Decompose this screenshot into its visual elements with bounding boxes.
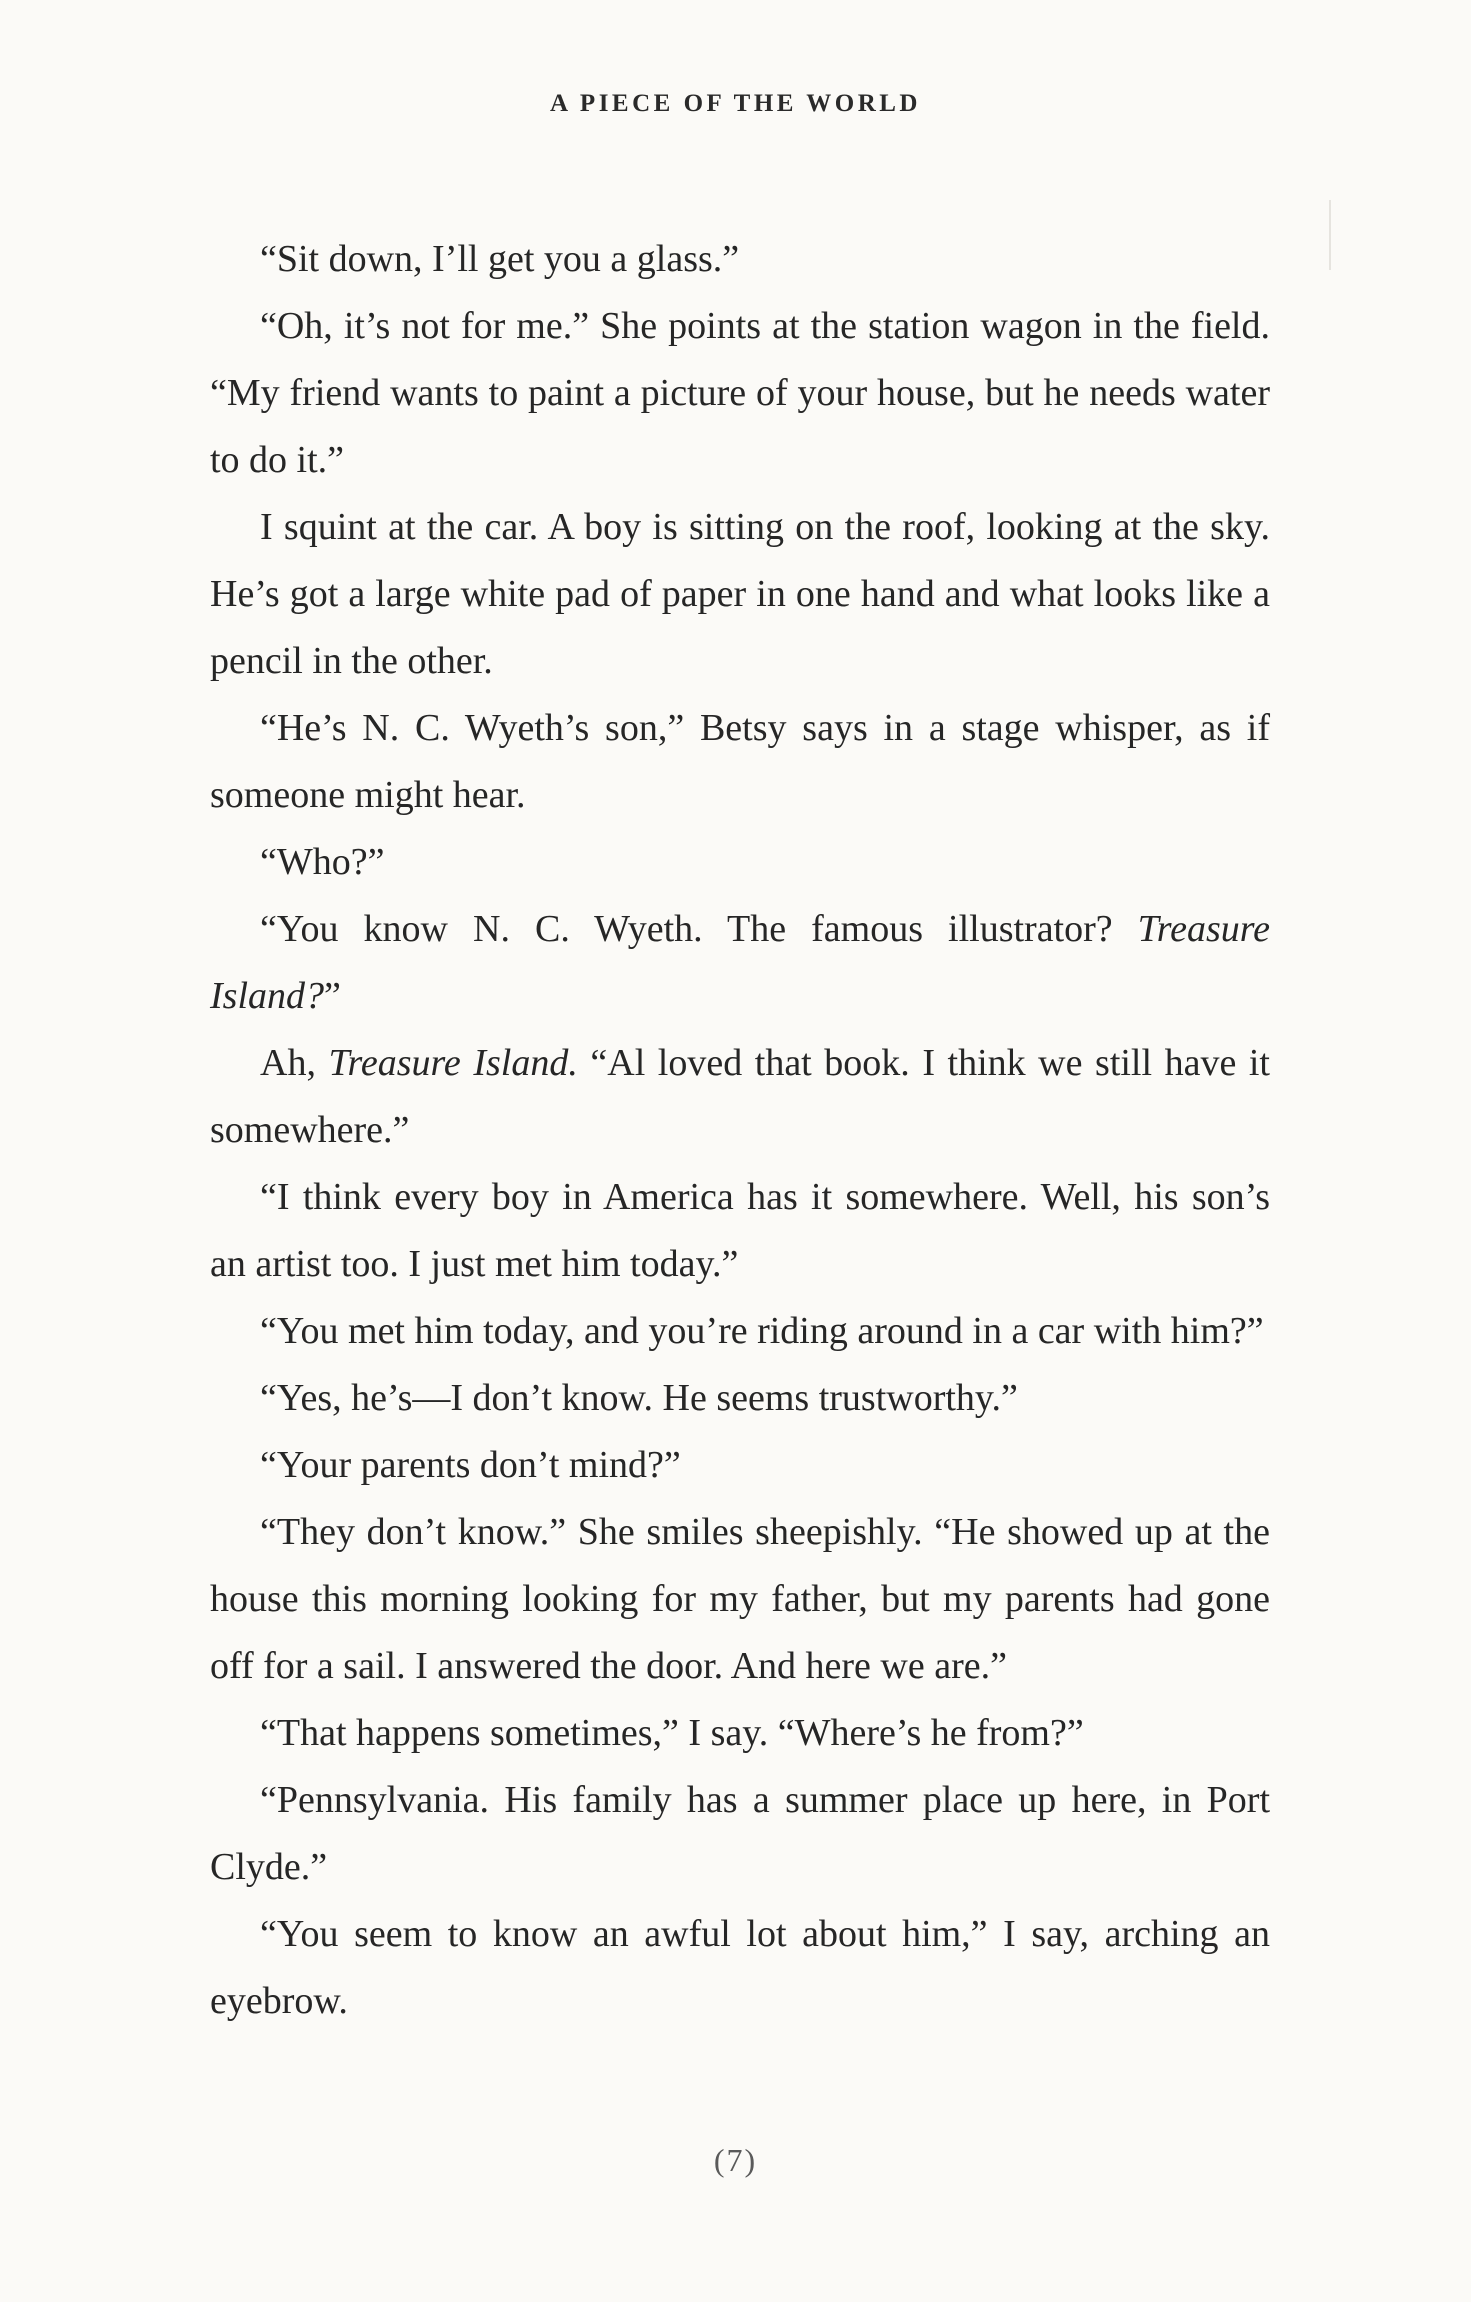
paragraph [210,1164,1270,1298]
paragraph-text: “You met him today, and you’re riding around in a car with him?” [260,1310,1264,1352]
body-text [210,226,1270,2035]
italic-title-text: Treasure Island? [210,908,1270,1017]
paragraph [210,695,1270,829]
italic-title-text: Treasure Island. [328,1042,578,1084]
paragraph-text: “He’s N. C. Wyeth’s son,” Betsy says in a stage whisper, as if someone might hear. [210,707,1270,816]
paragraph [210,494,1270,695]
paragraph-text: “I think every boy in America has it somewhere. Well, his son’s an artist too. I just met him today.” [210,1176,1270,1285]
paragraph-text: “Sit down, I’ll get you a glass.” [260,238,740,280]
paragraph [210,896,1270,1030]
paragraph [210,1030,1270,1164]
paragraph-text: Ah, [260,1042,329,1084]
paragraph [210,1901,1270,2035]
paragraph-text: “Oh, it’s not for me.” She points at the station wagon in the field. “My friend wants to paint a picture of your house, but he needs water to do it.” [210,305,1270,481]
page-edge-mark [1329,200,1331,270]
paragraph [210,1298,1270,1365]
paragraph-text: “They don’t know.” She smiles sheepishly. “He showed up at the house this morning looking for my father, but my parents had gone off for a sail. I answered the door. And here we are.” [210,1511,1270,1687]
paragraph-text: “That happens sometimes,” I say. “Where’s he from?” [260,1712,1084,1754]
paragraph [210,1767,1270,1901]
paragraph-text: “You know N. C. Wyeth. The famous illustrator? [260,908,1138,950]
paragraph [210,1700,1270,1767]
paragraph-text: “Who?” [260,841,385,883]
paragraph [210,226,1270,293]
paragraph-text: “Pennsylvania. His family has a summer place up here, in Port Clyde.” [210,1779,1270,1888]
paragraph-text: I squint at the car. A boy is sitting on the roof, looking at the sky. He’s got a large white pad of paper in one hand and what looks like a pencil in the other. [210,506,1270,682]
paragraph [210,1499,1270,1700]
paragraph-text: “Yes, he’s—I don’t know. He seems trustworthy.” [260,1377,1018,1419]
paragraph [210,1365,1270,1432]
paragraph-text: “You seem to know an awful lot about him,” I say, arching an eyebrow. [210,1913,1270,2022]
paragraph-text: “Your parents don’t mind?” [260,1444,681,1486]
paragraph [210,829,1270,896]
paragraph [210,1432,1270,1499]
page-number: (7) [713,2142,758,2178]
paragraph [210,293,1270,494]
paragraph-text: ” [324,975,341,1017]
running-header: A PIECE OF THE WORLD [550,90,921,117]
paragraph-text: “Al loved that book. I think we still have it somewhere.” [210,1042,1270,1151]
